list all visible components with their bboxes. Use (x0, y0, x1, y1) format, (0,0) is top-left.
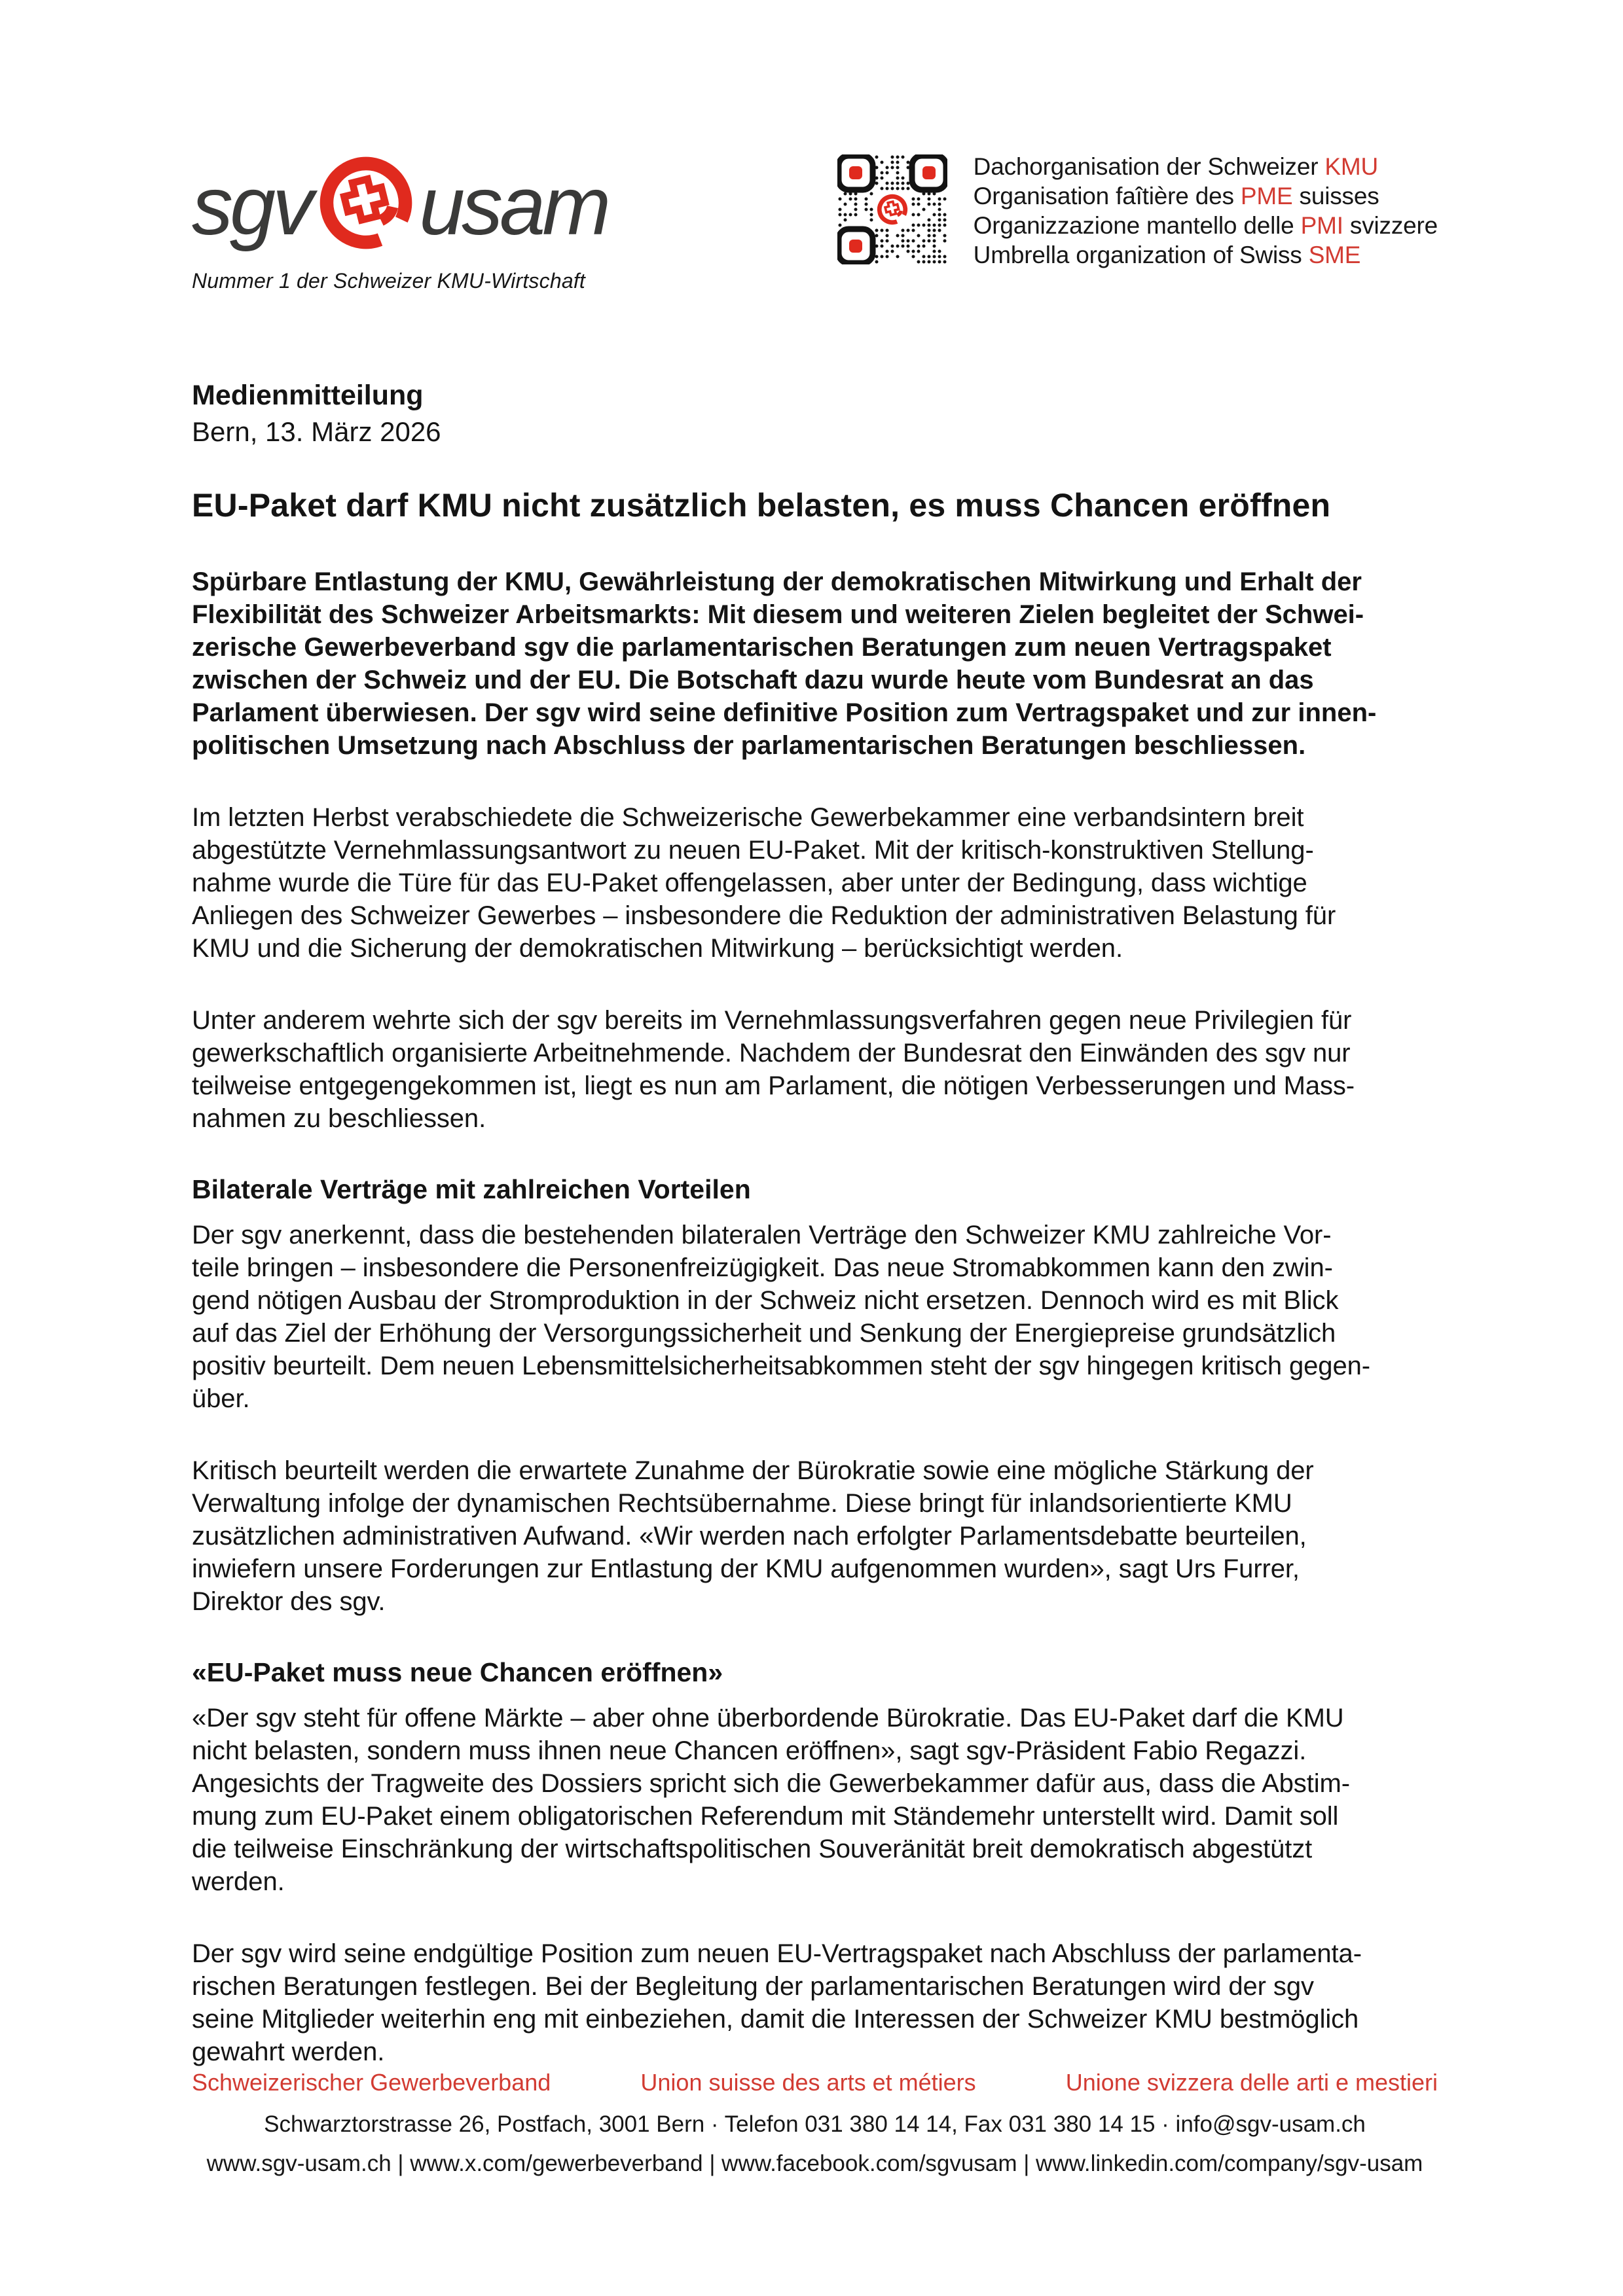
document-type-label: Medienmitteilung (192, 380, 424, 411)
logo-tagline: Nummer 1 der Schweizer KMU-Wirtschaft (192, 269, 586, 293)
org-accent: KMU (1324, 153, 1379, 180)
org-line: Organisation faîtière des PME suisses (973, 183, 1379, 209)
text-line: zusätzlichen administrativen Aufwand. «Wir werden nach erfolgter Parlamentsdebatte beurteilen, (192, 1522, 1307, 1551)
text-line: Flexibilität des Schweizer Arbeitsmarkts: Mit diesem und weiteren Zielen begleitet der Schwei- (192, 600, 1364, 629)
text-line: inwiefern unsere Forderungen zur Entlastung der KMU aufgenommen wurden», sagt Urs Furrer, (192, 1554, 1300, 1583)
paragraph (192, 1219, 1438, 1415)
text-line: gend nötigen Ausbau der Stromproduktion in der Schweiz nicht ersetzen. Dennoch wird es mit Blick (192, 1286, 1339, 1315)
text-line: Direktor des sgv. (192, 1587, 386, 1616)
text-line: Der sgv anerkennt, dass die bestehenden bilateralen Verträge den Schweizer KMU zahlreiche Vor- (192, 1221, 1332, 1249)
qr-code (837, 154, 947, 264)
text-line: rischen Beratungen festlegen. Bei der Begleitung der parlamentarischen Beratungen wird der sgv (192, 1972, 1314, 2001)
footer-address: Schwarztorstrasse 26, Postfach, 3001 Bern · Telefon 031 380 14 14, Fax 031 380 14 15 · info@sgv-usam.ch (264, 2111, 1366, 2137)
paragraph (192, 801, 1438, 965)
footer-org: Schweizerischer Gewerbeverband (192, 2069, 551, 2096)
lead-paragraph (192, 565, 1438, 762)
sgv-usam-logo (192, 152, 608, 293)
swiss-cross-ring-icon (314, 151, 418, 255)
text-line: auf das Ziel der Erhöhung der Versorgungssicherheit und Senkung der Energiepreise grundsätzlich (192, 1319, 1336, 1348)
page-footer (192, 2068, 1438, 2178)
text-line: teilweise entgegengekommen ist, liegt es nun am Parlament, die nötigen Verbesserungen und Mass- (192, 1071, 1355, 1100)
headline: EU-Paket darf KMU nicht zusätzlich belasten, es muss Chancen eröffnen (192, 487, 1331, 524)
text-line: zwischen der Schweiz und der EU. Die Botschaft dazu wurde heute vom Bundesrat an das (192, 666, 1314, 694)
text-line: die teilweise Einschränkung der wirtschaftspolitischen Souveränität breit demokratisch abgestützt (192, 1835, 1313, 1863)
footer-org: Union suisse des arts et métiers (640, 2069, 976, 2096)
text-line: zerische Gewerbeverband sgv die parlamentarischen Beratungen zum neuen Vertragspaket (192, 633, 1332, 662)
text-line: Angesichts der Tragweite des Dossiers spricht sich die Gewerbekammer dafür aus, dass die Abstim- (192, 1769, 1350, 1798)
text-line: Parlament überwiesen. Der sgv wird seine definitive Position zum Vertragspaket und zur innen- (192, 698, 1377, 727)
org-line: Dachorganisation der Schweizer KMU (973, 153, 1379, 180)
text-line: Verwaltung infolge der dynamischen Rechtsübernahme. Diese bringt für inlandsorientierte KMU (192, 1489, 1292, 1518)
text-line: nahmen zu beschliessen. (192, 1104, 486, 1133)
text-line: Unter anderem wehrte sich der sgv bereits im Vernehmlassungsverfahren gegen neue Privilegien für (192, 1006, 1352, 1035)
text-line: Im letzten Herbst verabschiedete die Schweizerische Gewerbekammer eine verbandsintern breit (192, 803, 1304, 832)
footer-org: Unione svizzera delle arti e mestieri (1065, 2069, 1438, 2096)
page-header (192, 0, 1438, 293)
text-line: nicht belasten, sondern muss ihnen neue Chancen eröffnen», sagt sgv-Präsident Fabio Regazzi. (192, 1736, 1307, 1765)
footer-links: www.sgv-usam.ch | www.x.com/gewerbeverband | www.facebook.com/sgvusam | www.linkedin.com/company/sgv-usam (206, 2151, 1423, 2176)
org-accent: PME (1240, 183, 1293, 209)
text-line: abgestützte Vernehmlassungsantwort zu neuen EU-Paket. Mit der kritisch-konstruktiven Stellung- (192, 836, 1314, 865)
header-right (837, 152, 1438, 270)
text-line: Kritisch beurteilt werden die erwartete Zunahme der Bürokratie sowie eine mögliche Stärkung der (192, 1456, 1314, 1485)
section-heading: Bilaterale Verträge mit zahlreichen Vorteilen (192, 1174, 751, 1204)
section-heading: «EU-Paket muss neue Chancen eröffnen» (192, 1657, 723, 1687)
org-accent: PMI (1300, 212, 1343, 239)
text-line: teile bringen – insbesondere die Personenfreizügigkeit. Das neue Stromabkommen kann den zwin- (192, 1253, 1333, 1282)
paragraph (192, 1937, 1438, 2068)
text-line: nahme wurde die Türe für das EU-Paket offengelassen, aber unter der Bedingung, dass wichtige (192, 869, 1307, 897)
logo-word-usam: usam (419, 159, 608, 252)
text-line: Der sgv wird seine endgültige Position zum neuen EU-Vertragspaket nach Abschluss der parlamenta- (192, 1939, 1362, 1968)
org-line: Umbrella organization of Swiss SME (973, 242, 1361, 268)
body-text (192, 565, 1438, 2068)
text-line: mung zum EU-Paket einem obligatorischen Referendum mit Ständemehr unterstellt wird. Damit soll (192, 1802, 1339, 1831)
text-line: KMU und die Sicherung der demokratischen Mitwirkung – berücksichtigt werden. (192, 934, 1123, 963)
text-line: Anliegen des Schweizer Gewerbes – insbesondere die Reduktion der administrativen Belastung für (192, 901, 1336, 930)
paragraph (192, 1702, 1438, 1898)
paragraph (192, 1004, 1438, 1135)
text-line: politischen Umsetzung nach Abschluss der parlamentarischen Beratungen beschliessen. (192, 731, 1306, 760)
meta-block (192, 377, 1438, 450)
org-accent: SME (1308, 242, 1361, 268)
logo-word-sgv: sgv (192, 159, 311, 252)
text-line: über. (192, 1384, 250, 1413)
text-line: gewahrt werden. (192, 2037, 385, 2066)
org-line: Organizzazione mantello delle PMI svizzere (973, 212, 1438, 239)
text-line: werden. (192, 1867, 285, 1896)
org-lines (974, 152, 1438, 270)
dateline: Bern, 13. März 2026 (192, 416, 441, 447)
text-line: positiv beurteilt. Dem neuen Lebensmittelsicherheitsabkommen steht der sgv hingegen kritisch gegen- (192, 1352, 1370, 1380)
text-line: Spürbare Entlastung der KMU, Gewährleistung der demokratischen Mitwirkung und Erhalt der (192, 567, 1362, 596)
paragraph (192, 1454, 1438, 1618)
text-line: seine Mitglieder weiterhin eng mit einbeziehen, damit die Interessen der Schweizer KMU bestmöglich (192, 2005, 1359, 2034)
footer-organizations (192, 2068, 1438, 2097)
text-line: «Der sgv steht für offene Märkte – aber ohne überbordende Bürokratie. Das EU-Paket darf die KMU (192, 1704, 1344, 1732)
text-line: gewerkschaftlich organisierte Arbeitnehmende. Nachdem der Bundesrat den Einwänden des sgv nur (192, 1039, 1351, 1067)
